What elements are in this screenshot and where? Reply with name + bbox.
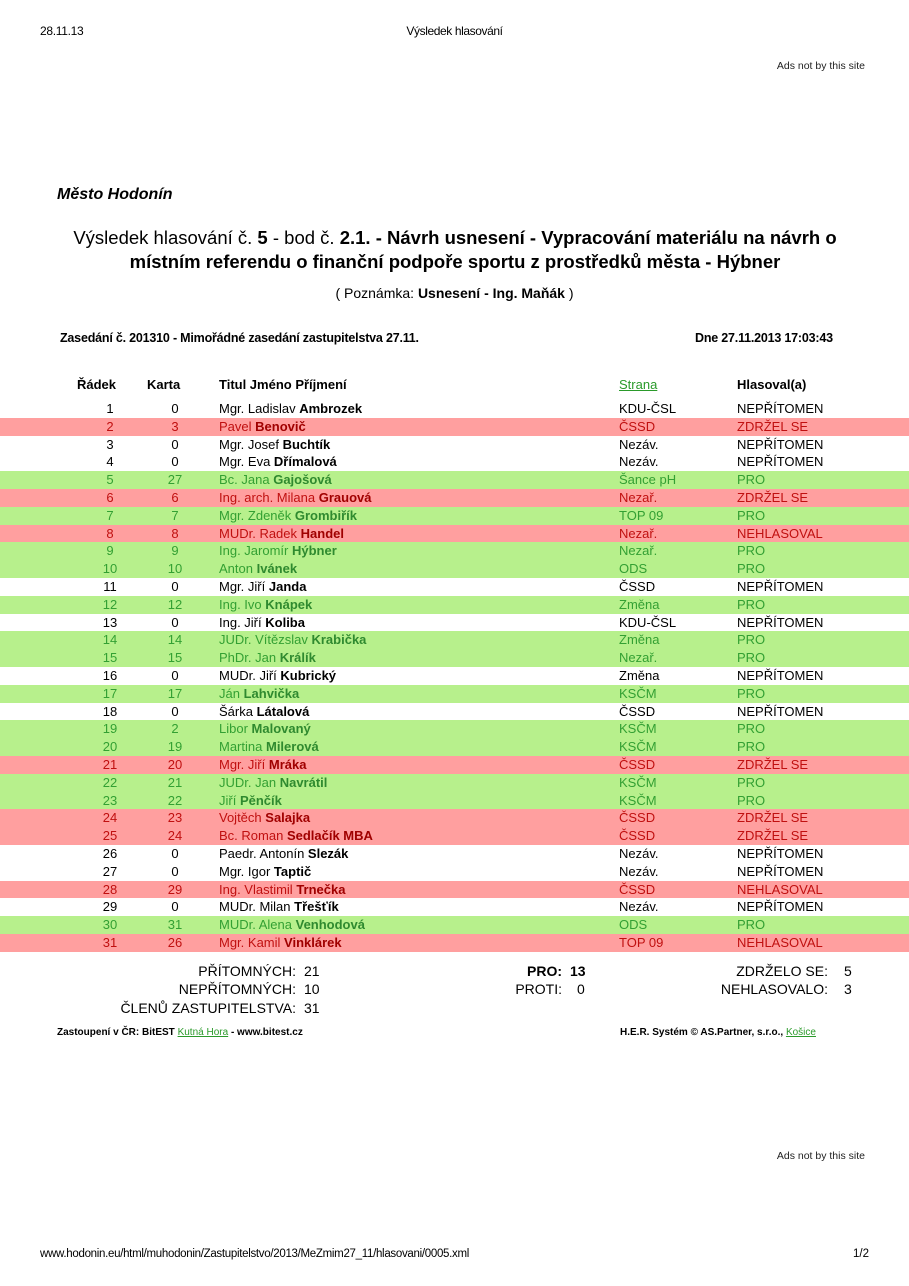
absent-label: NEPŘÍTOMNÝCH: — [178, 981, 296, 997]
vote-result: ZDRŽEL SE — [737, 418, 809, 434]
table-row — [0, 631, 909, 649]
vote-title-prefix: Výsledek hlasování č. — [73, 227, 253, 248]
party: ČSSD — [619, 756, 656, 772]
table-row — [0, 774, 909, 792]
member-name — [219, 881, 345, 899]
table-row — [0, 667, 909, 685]
vote-result: NEPŘÍTOMEN — [737, 578, 824, 594]
vote-result: ZDRŽEL SE — [737, 756, 809, 772]
party: ODS — [619, 917, 648, 933]
representation-text: Zastoupení v ČR: BitEST — [57, 1027, 175, 1038]
member-name — [219, 596, 312, 614]
table-row — [0, 934, 909, 952]
member-name — [219, 525, 344, 543]
table-row — [0, 578, 909, 596]
vote-bod-label: - bod č. — [272, 227, 335, 248]
table-row — [0, 471, 909, 489]
table-row — [0, 863, 909, 881]
member-first-name: JUDr. Vítězslav — [219, 632, 308, 648]
abstain-count: 5 — [844, 963, 852, 979]
vote-result: PRO — [737, 650, 766, 666]
card-number: 0 — [171, 454, 179, 470]
bitest-url: - www.bitest.cz — [230, 1027, 303, 1038]
absent-count: 10 — [304, 981, 320, 997]
vote-table — [0, 400, 909, 952]
vote-result: NEHLASOVAL — [737, 525, 823, 541]
party: KDU-ČSL — [619, 614, 677, 630]
party: Nezař. — [619, 543, 658, 559]
member-first-name: Mgr. Josef — [219, 436, 279, 452]
proti-count: 0 — [577, 981, 585, 997]
member-name — [219, 667, 336, 685]
card-number: 23 — [167, 810, 183, 826]
vote-note — [0, 285, 909, 301]
member-name — [219, 774, 327, 792]
member-surname: Látalová — [256, 703, 310, 719]
member-surname: Janda — [268, 578, 307, 594]
member-first-name: Jiří — [219, 792, 237, 808]
party: KDU-ČSL — [619, 401, 677, 416]
member-surname: Dřímalová — [273, 454, 337, 470]
session-date: Dne 27.11.2013 17:03:43 — [695, 331, 833, 345]
kutna-hora-link[interactable]: Kutná Hora — [177, 1027, 229, 1038]
copyright-text: H.E.R. Systém © AS.Partner, s.r.o., — [620, 1027, 784, 1038]
table-row — [0, 685, 909, 703]
ads-notice-bottom: Ads not by this site — [776, 1150, 865, 1162]
vote-number: 5 — [257, 227, 268, 248]
member-name — [219, 614, 305, 632]
row-number: 10 — [102, 561, 118, 577]
table-row — [0, 560, 909, 578]
row-number: 2 — [106, 418, 114, 434]
member-surname: Sedlačík MBA — [286, 828, 373, 844]
card-number: 0 — [171, 703, 179, 719]
row-number: 19 — [102, 721, 118, 737]
vote-result: NEPŘÍTOMEN — [737, 454, 824, 470]
table-row — [0, 436, 909, 454]
member-name — [219, 720, 311, 738]
vote-result: ZDRŽEL SE — [737, 810, 809, 826]
member-name — [219, 489, 371, 507]
member-first-name: Martina — [219, 739, 263, 755]
vote-result: PRO — [737, 721, 766, 737]
party: Nezař. — [619, 650, 658, 666]
column-header-hlasoval: Hlasoval(a) — [737, 377, 807, 392]
vote-result: PRO — [737, 792, 766, 808]
table-row — [0, 596, 909, 614]
row-number: 18 — [102, 703, 118, 719]
card-number: 0 — [171, 845, 179, 861]
member-surname: Gajošová — [273, 472, 332, 488]
member-surname: Buchtík — [282, 436, 331, 452]
member-surname: Hýbner — [291, 543, 337, 559]
present-count: 21 — [304, 963, 320, 979]
row-number: 11 — [103, 578, 117, 594]
table-row — [0, 756, 909, 774]
member-first-name: Bc. Jana — [219, 472, 270, 488]
member-surname: Ivánek — [256, 561, 298, 577]
ads-notice-top: Ads not by this site — [776, 60, 865, 72]
card-number: 9 — [171, 543, 179, 559]
column-header-strana-link[interactable]: Strana — [619, 377, 658, 392]
note-text: Usnesení - Ing. Maňák — [417, 285, 565, 301]
row-number: 5 — [106, 472, 114, 488]
party: Nezáv. — [619, 863, 659, 879]
not-voted-label: NEHLASOVALO: — [720, 981, 828, 997]
member-name — [219, 649, 316, 667]
pro-count: 13 — [570, 963, 586, 979]
party: Změna — [619, 596, 660, 612]
card-number: 21 — [167, 774, 183, 790]
member-first-name: Libor — [219, 721, 248, 737]
member-first-name: Mgr. Jiří — [219, 756, 266, 772]
row-number: 8 — [106, 525, 114, 541]
card-number: 2 — [171, 721, 179, 737]
table-row — [0, 898, 909, 916]
vote-result: NEPŘÍTOMEN — [737, 899, 824, 915]
member-first-name: MUDr. Alena — [219, 917, 292, 933]
member-name — [219, 631, 366, 649]
row-number: 16 — [102, 667, 118, 683]
row-number: 13 — [102, 614, 118, 630]
abstain-label: ZDRŽELO SE: — [736, 963, 828, 979]
row-number: 24 — [102, 810, 118, 826]
session-label: Zasedání č. 201310 - Mimořádné zasedání zastupitelstva 27.11. — [60, 331, 419, 345]
member-name — [219, 738, 319, 756]
party: Nezař. — [619, 525, 658, 541]
vote-result: PRO — [737, 739, 766, 755]
row-number: 12 — [102, 596, 118, 612]
table-row — [0, 881, 909, 899]
member-first-name: Anton — [219, 561, 253, 577]
member-surname: Slezák — [307, 845, 349, 861]
vote-result: ZDRŽEL SE — [737, 828, 809, 844]
vote-result: PRO — [737, 472, 766, 488]
print-date: 28.11.13 — [40, 24, 84, 38]
not-voted-count: 3 — [844, 981, 852, 997]
card-number: 20 — [167, 756, 183, 772]
party: ČSSD — [619, 418, 656, 434]
members-count: 31 — [304, 1000, 320, 1016]
card-number: 0 — [171, 578, 179, 594]
member-name — [219, 578, 306, 596]
row-number: 30 — [102, 917, 118, 933]
row-number: 14 — [102, 632, 118, 648]
vote-result: NEPŘÍTOMEN — [737, 703, 824, 719]
table-row — [0, 827, 909, 845]
party: KSČM — [619, 774, 657, 790]
row-number: 6 — [106, 489, 114, 505]
party: ČSSD — [619, 828, 656, 844]
row-number: 29 — [102, 899, 118, 915]
member-name — [219, 845, 348, 863]
member-name — [219, 756, 306, 774]
member-first-name: Ing. Jaromír — [219, 543, 289, 559]
card-number: 19 — [167, 739, 183, 755]
row-number: 31 — [102, 934, 118, 950]
vote-result: PRO — [737, 561, 766, 577]
vote-result: NEPŘÍTOMEN — [737, 863, 824, 879]
member-first-name: Mgr. Igor — [219, 863, 271, 879]
card-number: 10 — [167, 561, 183, 577]
member-surname: Trnečka — [296, 881, 346, 897]
party: Nezáv. — [619, 845, 659, 861]
member-surname: Taptič — [273, 863, 312, 879]
table-row — [0, 614, 909, 632]
vote-result: ZDRŽEL SE — [737, 489, 809, 505]
party: KSČM — [619, 685, 657, 701]
vote-result: PRO — [737, 596, 766, 612]
member-surname: Ambrozek — [299, 401, 363, 416]
card-number: 6 — [171, 489, 179, 505]
city-name: Město Hodonín — [57, 186, 173, 203]
table-row — [0, 507, 909, 525]
member-first-name: Mgr. Zdeněk — [219, 507, 292, 523]
card-number: 0 — [171, 614, 179, 630]
member-name — [219, 809, 310, 827]
party: Nezáv. — [619, 436, 659, 452]
party: KSČM — [619, 721, 657, 737]
member-surname: Koliba — [265, 614, 305, 630]
member-name — [219, 542, 337, 560]
vote-result: PRO — [737, 774, 766, 790]
member-first-name: Pavel — [219, 418, 252, 434]
row-number: 7 — [106, 507, 114, 523]
member-name — [219, 560, 297, 578]
vote-result: PRO — [737, 632, 766, 648]
party: Nezáv. — [619, 454, 659, 470]
column-header-name: Titul Jméno Příjmení — [219, 377, 347, 392]
vote-result: PRO — [737, 685, 766, 701]
member-surname: Králík — [279, 650, 316, 666]
member-first-name: Ing. Vlastimil — [219, 881, 293, 897]
member-name — [219, 685, 299, 703]
vote-result: NEHLASOVAL — [737, 881, 823, 897]
member-name — [219, 507, 357, 525]
card-number: 17 — [167, 685, 183, 701]
party: ČSSD — [619, 578, 656, 594]
member-surname: Milerová — [265, 739, 319, 755]
card-number: 24 — [167, 828, 183, 844]
vote-result: NEPŘÍTOMEN — [737, 614, 824, 630]
row-number: 4 — [106, 454, 114, 470]
vote-result: PRO — [737, 917, 766, 933]
page-number: 1/2 — [853, 1248, 869, 1260]
row-number: 3 — [106, 436, 114, 452]
member-name — [219, 471, 332, 489]
member-surname: Navrátil — [279, 774, 328, 790]
member-name — [219, 453, 337, 471]
member-surname: Knápek — [265, 596, 313, 612]
representation-note — [57, 1027, 303, 1038]
party: KSČM — [619, 792, 657, 808]
proti-label: PROTI: — [515, 981, 562, 997]
party: Šance pH — [619, 472, 677, 488]
member-surname: Grauová — [318, 489, 372, 505]
note-open: ( Poznámka: — [335, 285, 415, 301]
member-first-name: Ján — [219, 685, 240, 701]
table-row — [0, 792, 909, 810]
vote-result: NEHLASOVAL — [737, 934, 823, 950]
member-first-name: JUDr. Jan — [219, 774, 277, 790]
vote-result: PRO — [737, 507, 766, 523]
member-first-name: Mgr. Ladislav — [219, 401, 296, 416]
member-surname: Benovič — [255, 418, 306, 434]
member-first-name: MUDr. Milan — [219, 899, 291, 915]
party: ODS — [619, 561, 648, 577]
table-row — [0, 542, 909, 560]
copyright-note — [620, 1027, 816, 1038]
card-number: 0 — [171, 899, 179, 915]
table-row — [0, 703, 909, 721]
vote-result: PRO — [737, 543, 766, 559]
row-number: 20 — [102, 739, 118, 755]
party: TOP 09 — [619, 934, 664, 950]
column-header-radek: Řádek — [77, 377, 117, 392]
vote-result: NEPŘÍTOMEN — [737, 401, 824, 416]
members-label: ČLENŮ ZASTUPITELSTVA: — [120, 1000, 296, 1016]
member-first-name: Vojtěch — [219, 810, 262, 826]
member-surname: Vinklárek — [284, 934, 342, 950]
card-number: 29 — [167, 881, 183, 897]
card-number: 8 — [171, 525, 179, 541]
table-row — [0, 738, 909, 756]
member-surname: Venhodová — [295, 917, 365, 933]
card-number: 0 — [171, 667, 179, 683]
row-number: 17 — [102, 685, 118, 701]
card-number: 12 — [167, 596, 183, 612]
vote-title — [40, 226, 870, 274]
member-surname: Salajka — [265, 810, 311, 826]
row-number: 21 — [102, 756, 118, 772]
card-number: 0 — [171, 401, 179, 416]
party: KSČM — [619, 739, 657, 755]
party: ČSSD — [619, 810, 656, 826]
card-number: 26 — [167, 934, 183, 950]
member-first-name: PhDr. Jan — [219, 650, 277, 666]
member-surname: Pěnčík — [239, 792, 282, 808]
member-first-name: Ing. arch. Milana — [219, 489, 316, 505]
member-name — [219, 916, 365, 934]
table-row — [0, 845, 909, 863]
row-number: 22 — [102, 774, 118, 790]
member-first-name: Šárka — [219, 703, 253, 719]
table-row — [0, 720, 909, 738]
card-number: 3 — [171, 418, 179, 434]
member-name — [219, 934, 342, 952]
card-number: 27 — [167, 472, 183, 488]
party: Změna — [619, 632, 660, 648]
print-title: Výsledek hlasování — [406, 24, 503, 38]
table-row — [0, 809, 909, 827]
party: TOP 09 — [619, 507, 664, 523]
row-number: 25 — [102, 828, 118, 844]
table-row — [0, 649, 909, 667]
row-number: 28 — [102, 881, 118, 897]
member-surname: Grombiřík — [294, 507, 358, 523]
card-number: 22 — [167, 792, 183, 808]
party: ČSSD — [619, 703, 656, 719]
member-name — [219, 863, 311, 881]
member-name — [219, 400, 362, 418]
member-first-name: Mgr. Jiří — [219, 578, 266, 594]
party: Změna — [619, 667, 660, 683]
table-row — [0, 453, 909, 471]
row-number: 23 — [102, 792, 118, 808]
row-number: 27 — [102, 863, 118, 879]
member-name — [219, 792, 282, 810]
member-first-name: Mgr. Eva — [219, 454, 271, 470]
member-surname: Malovaný — [251, 721, 311, 737]
member-first-name: MUDr. Radek — [219, 525, 298, 541]
party: Nezař. — [619, 489, 658, 505]
member-first-name: Ing. Jiří — [219, 614, 262, 630]
card-number: 0 — [171, 863, 179, 879]
pro-label: PRO: — [527, 963, 562, 979]
member-name — [219, 703, 309, 721]
table-row — [0, 916, 909, 934]
row-number: 15 — [102, 650, 118, 666]
member-first-name: Bc. Roman — [219, 828, 284, 844]
card-number: 14 — [167, 632, 183, 648]
table-row — [0, 418, 909, 436]
page-url: www.hodonin.eu/html/muhodonin/Zastupitelstvo/2013/MeZmim27_11/hlasovani/0005.xml — [40, 1248, 470, 1260]
vote-bod: 2.1. — [339, 227, 371, 248]
card-number: 0 — [171, 436, 179, 452]
row-number: 26 — [102, 845, 118, 861]
member-surname: Lahvička — [243, 685, 300, 701]
note-close: ) — [568, 285, 574, 301]
card-number: 7 — [171, 507, 179, 523]
member-surname: Kubrický — [280, 667, 337, 683]
member-first-name: Mgr. Kamil — [219, 934, 281, 950]
member-first-name: Paedr. Antonín — [219, 845, 305, 861]
row-number: 1 — [106, 401, 114, 416]
table-row — [0, 489, 909, 507]
member-name — [219, 418, 306, 436]
row-number: 9 — [106, 543, 114, 559]
party: ČSSD — [619, 881, 656, 897]
card-number: 31 — [167, 917, 183, 933]
present-label: PŘÍTOMNÝCH: — [198, 963, 296, 979]
member-surname: Krabička — [311, 632, 367, 648]
member-name — [219, 436, 330, 454]
member-first-name: Ing. Ivo — [219, 596, 262, 612]
vote-result: NEPŘÍTOMEN — [737, 667, 824, 683]
card-number: 15 — [167, 650, 183, 666]
table-row — [0, 525, 909, 543]
member-surname: Třešťík — [294, 899, 339, 915]
kosice-link[interactable]: Košice — [785, 1027, 816, 1038]
party: Nezáv. — [619, 899, 659, 915]
member-first-name: MUDr. Jiří — [219, 667, 277, 683]
member-name — [219, 898, 339, 916]
member-surname: Handel — [300, 525, 344, 541]
table-row — [0, 400, 909, 418]
vote-subject: - Návrh usnesení - Vypracování materiálu na návrh o místním referendu o finanční podpoře sportu z prostředků města - Hýbner — [129, 227, 837, 272]
column-header-karta: Karta — [147, 377, 181, 392]
member-surname: Mráka — [268, 756, 307, 772]
member-name — [219, 827, 373, 845]
vote-result: NEPŘÍTOMEN — [737, 845, 824, 861]
vote-result: NEPŘÍTOMEN — [737, 436, 824, 452]
